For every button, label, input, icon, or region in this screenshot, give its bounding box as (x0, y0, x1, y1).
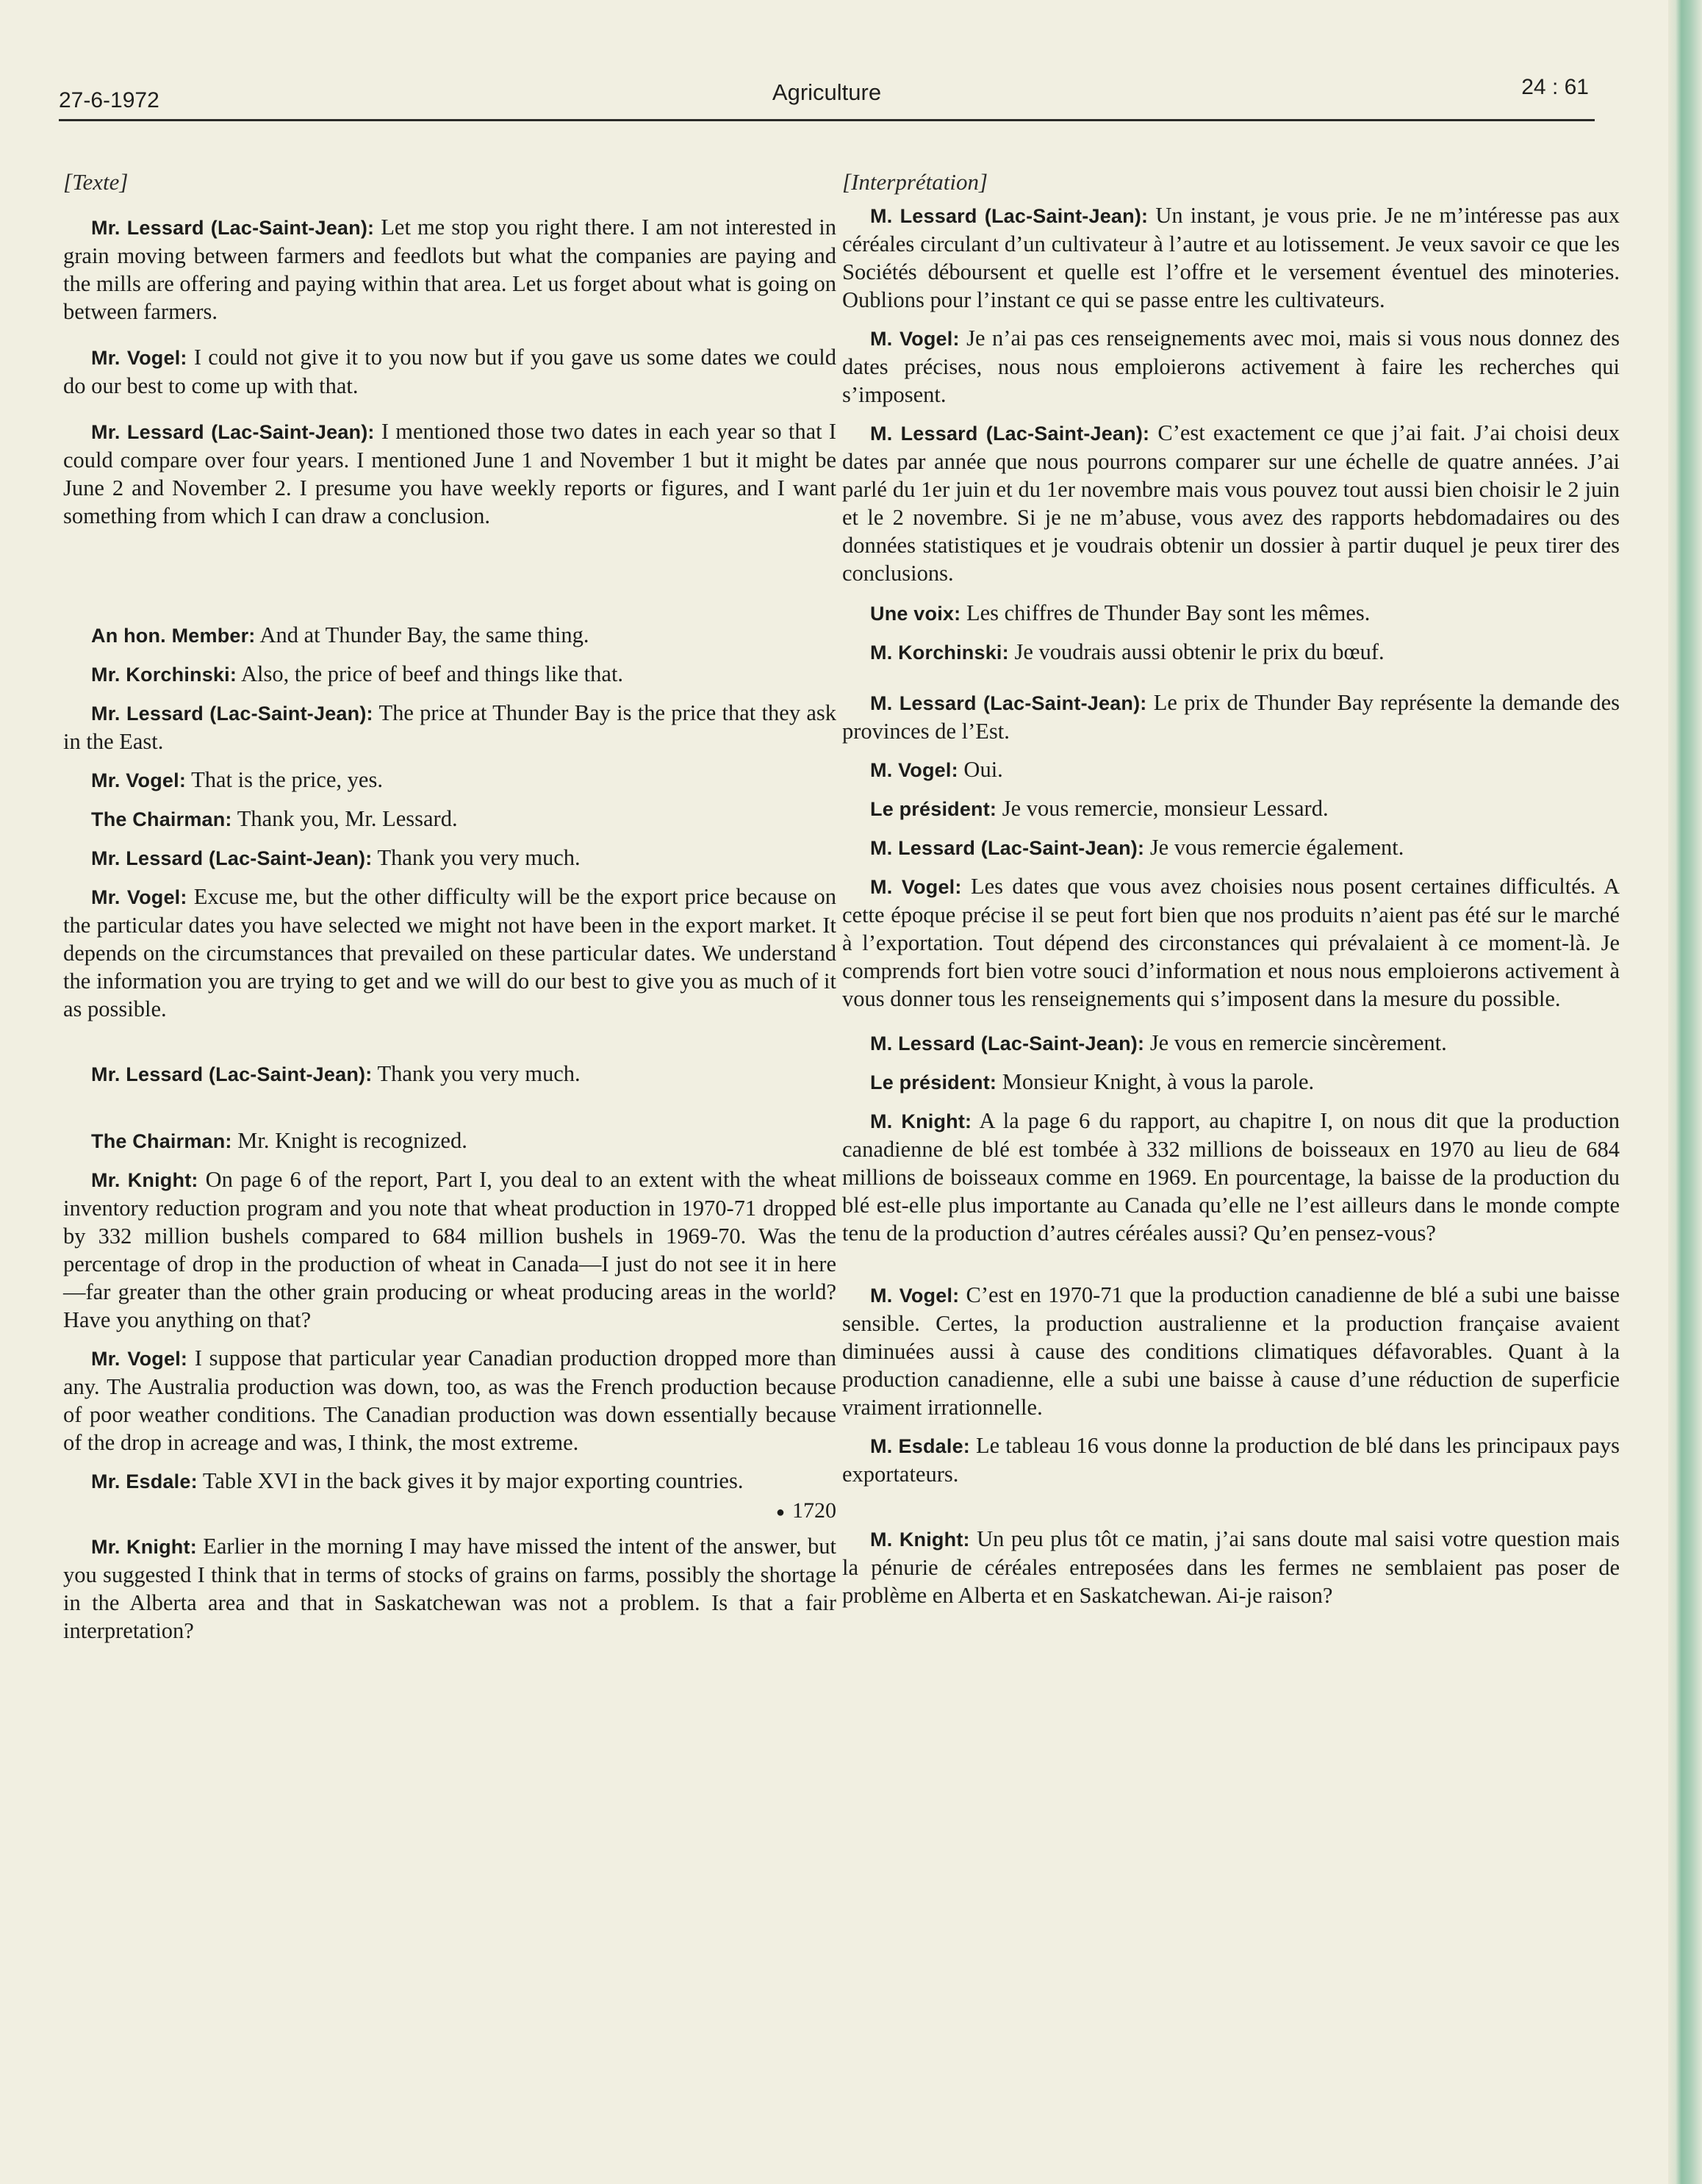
section-label-interpretation: [Interprétation] (842, 169, 988, 195)
speaker-name: M. Vogel: (870, 876, 962, 898)
page-header (59, 72, 1595, 121)
time-marker (63, 1498, 836, 1523)
transcript-paragraph (63, 699, 836, 755)
transcript-paragraph (842, 1281, 1620, 1421)
transcript-paragraph (842, 324, 1620, 409)
speech-text: Monsieur Knight, à vous la parole. (997, 1069, 1315, 1094)
left-column-english (63, 169, 836, 1655)
transcript-paragraph (842, 833, 1620, 862)
transcript-paragraph (842, 419, 1620, 587)
speaker-name: Mr. Vogel: (91, 347, 187, 369)
speech-text: That is the price, yes. (186, 767, 383, 792)
speech-text: Let me stop you right there. I am not interested in grain moving between farmers and feedlots but what the companies are paying and the mills are offering and paying within that area. Let us forget about what is going on between farmers. (63, 215, 837, 324)
speaker-name: Le président: (870, 1071, 997, 1093)
speaker-name: M. Lessard (Lac-Saint-Jean): (870, 205, 1149, 227)
speech-text: Je vous remercie également. (1144, 835, 1404, 860)
transcript-paragraph (842, 794, 1620, 823)
speech-text: Je voudrais aussi obtenir le prix du bœuf. (1008, 639, 1385, 664)
speech-text: Le tableau 16 vous donne la production de blé dans les principaux pays exportateurs. (842, 1433, 1620, 1487)
right-column-french (842, 169, 1620, 1620)
speech-text: A la page 6 du rapport, au chapitre I, on nous dit que la production canadienne de blé est tombée à 332 millions de boisseaux en 1970 au lieu de 684 millions de boisseaux comme en 1969. En pourcentage, la baisse de la production du blé est-elle plus importante au Canada qu’elle ne l’est ailleurs dans le monde compte tenu de la production d’autres céréales aussi? Qu’en pensez-vous? (842, 1108, 1620, 1246)
speech-text: I could not give it to you now but if you gave us some dates we could do our best to come up with that. (63, 345, 836, 398)
speaker-name: M. Esdale: (870, 1435, 970, 1457)
transcript-paragraph (63, 1467, 836, 1495)
speech-text: Le prix de Thunder Bay représente la demande des provinces de l’Est. (842, 690, 1620, 744)
speech-text: I mentioned those two dates in each year so that I could compare over four years. I mentioned June 1 and November 1 but it might be June 2 and November 2. I presume you have weekly reports or figures, and I want something from which I can draw a conclusion. (63, 419, 836, 528)
speaker-name: Mr. Lessard (Lac-Saint-Jean): (91, 1063, 373, 1085)
page-binding-edge (1668, 0, 1702, 2184)
speech-text: And at Thunder Bay, the same thing. (255, 622, 589, 647)
speaker-name: Mr. Lessard (Lac-Saint-Jean): (91, 421, 375, 443)
speaker-name: M. Lessard (Lac-Saint-Jean): (870, 1032, 1145, 1055)
transcript-paragraph (842, 638, 1620, 667)
speaker-name: Une voix: (870, 603, 961, 625)
speech-text: Mr. Knight is recognized. (231, 1128, 467, 1153)
speech-text: Je vous remercie, monsieur Lessard. (997, 796, 1329, 821)
section-label-texte: [Texte] (63, 169, 129, 195)
transcript-paragraph (63, 883, 836, 1023)
transcript-paragraph (842, 872, 1620, 1013)
transcript-paragraph (63, 1127, 836, 1155)
speech-text: Je n’ai pas ces renseignements avec moi, mais si vous nous donnez des dates précises, nous nous emploierons activement à faire les recherches qui s’imposent. (842, 326, 1620, 407)
speaker-name: Mr. Vogel: (91, 886, 187, 908)
transcript-paragraph (63, 805, 836, 833)
speaker-name: Mr. Vogel: (91, 1348, 188, 1370)
transcript-paragraph (63, 1060, 836, 1088)
transcript-paragraph (842, 1068, 1620, 1096)
transcript-paragraph (63, 621, 836, 650)
speaker-name: Mr. Vogel: (91, 769, 187, 791)
speech-text: I suppose that particular year Canadian production dropped more than any. The Australia production was down, too, as was the French production because of poor weather conditions. The Canadian production was down essentially because of the drop in acreage and was, I think, the most extreme. (63, 1346, 836, 1455)
speaker-name: M. Vogel: (870, 328, 960, 350)
speaker-name: M. Lessard (Lac-Saint-Jean): (870, 423, 1150, 445)
transcript-paragraph (842, 599, 1620, 628)
header-page-number: 24 : 61 (1521, 75, 1589, 99)
time-marker-value: 1720 (792, 1498, 836, 1523)
speaker-name: Mr. Lessard (Lac-Saint-Jean): (91, 703, 373, 725)
bullet-icon: ● (775, 1504, 785, 1520)
speech-text: The price at Thunder Bay is the price that they ask in the East. (63, 700, 836, 754)
speaker-name: An hon. Member: (91, 625, 256, 647)
transcript-paragraph (842, 1432, 1620, 1488)
transcript-paragraph (842, 689, 1620, 745)
speech-text: Un instant, je vous prie. Je ne m’intéresse pas aux céréales circulant d’un cultivateur à l’autre et au lotissement. Je veux savoir ce que les Sociétés déboursent et quelle est l’offre et le versement éventuel des minoteries. Oublions pour l’instant ce qui se passe entre les cultivateurs. (842, 203, 1620, 312)
speaker-name: M. Lessard (Lac-Saint-Jean): (870, 837, 1145, 859)
speaker-name: M. Korchinski: (870, 642, 1009, 664)
speech-text: C’est en 1970-71 que la production canadienne de blé a subi une baisse sensible. Certes, la production australienne et la production française avaient diminuées aussi à cause des conditions climatiques défavorables. Quant à la production canadienne, elle a subi une baisse à cause d’une réduction de superficie vraiment irrationnelle. (842, 1282, 1620, 1420)
transcript-paragraph (842, 1525, 1620, 1609)
transcript-paragraph (63, 1165, 836, 1334)
speaker-name: M. Vogel: (870, 1285, 960, 1307)
transcript-paragraph (63, 1344, 836, 1456)
speaker-name: Le président: (870, 798, 997, 820)
speech-text: C’est exactement ce que j’ai fait. J’ai choisi deux dates par année que nous pourrons comparer sur une échelle de quatre années. J’ai parlé du 1er juin et du 1er novembre mais vous pouvez tout aussi bien choisir le 2 juin et le 2 novembre. Si je ne m’abuse, vous avez des rapports hebdomadaires ou des données statistiques et je voudrais obtenir un dossier à partir duquel je peux tirer des conclusions. (842, 420, 1620, 586)
transcript-paragraph (842, 755, 1620, 784)
transcript-paragraph (63, 660, 836, 689)
speech-text: Also, the price of beef and things like that. (237, 661, 624, 686)
transcript-paragraph (63, 766, 836, 794)
speech-text: Thank you, Mr. Lessard. (231, 806, 458, 831)
speaker-name: Mr. Knight: (91, 1536, 197, 1558)
transcript-paragraph (842, 1107, 1620, 1247)
speech-text: Je vous en remercie sincèrement. (1144, 1030, 1447, 1055)
transcript-paragraph (63, 1532, 836, 1645)
speech-text: Les dates que vous avez choisies nous posent certaines difficultés. A cette époque précise il se peut fort bien que nos produits n’aient pas été sur le marché à l’exportation. Tout dépend des circonstances qui prévalaient à ce moment-là. Je comprends fort bien votre souci d’information et nous nous emploierons activement à vous donner tous les renseignements qui s’imposent dans la mesure du possible. (842, 874, 1620, 1011)
transcript-paragraph (63, 844, 836, 872)
transcript-paragraph (842, 201, 1620, 314)
speech-text: Table XVI in the back gives it by major exporting countries. (197, 1468, 744, 1493)
speaker-name: M. Knight: (870, 1529, 970, 1551)
speech-text: Thank you very much. (372, 845, 581, 870)
speaker-name: Mr. Esdale: (91, 1470, 198, 1492)
speaker-name: The Chairman: (91, 808, 232, 830)
speaker-name: Mr. Knight: (91, 1169, 198, 1191)
speech-text: Un peu plus tôt ce matin, j’ai sans doute mal saisi votre question mais la pénurie de céréales entreposées dans les fermes ne semblaient pas poser de problème en Alberta et en Saskatchewan. Ai-je raison? (842, 1526, 1620, 1608)
speaker-name: The Chairman: (91, 1130, 232, 1152)
speech-text: Thank you very much. (372, 1061, 581, 1086)
speaker-name: M. Knight: (870, 1110, 972, 1132)
speech-text: Les chiffres de Thunder Bay sont les mêmes. (960, 600, 1371, 625)
speech-text: Earlier in the morning I may have missed the intent of the answer, but you suggested I think that in terms of stocks of grains on farms, possibly the shortage in the Alberta area and that in Saskatchewan was not a problem. Is that a fair interpretation? (63, 1534, 836, 1643)
transcript-paragraph (63, 417, 836, 530)
header-title: Agriculture (772, 79, 882, 105)
transcript-paragraph (842, 1029, 1620, 1057)
speech-text: Excuse me, but the other difficulty will be the export price because on the particular dates you have selected we might not have been in the export market. It depends on the circumstances that prevailed on these particular dates. We understand the information you are trying to get and we will do our best to give you as much of it as possible. (63, 884, 836, 1021)
header-date: 27-6-1972 (59, 88, 159, 112)
speech-text: On page 6 of the report, Part I, you deal to an extent with the wheat inventory reduction program and you note that wheat production in 1970-71 dropped by 332 million bushels compared to 684 million bushels in 1969-70. Was the percentage of drop in the production of wheat in Canada—I just do not see it in here—far greater than the other grain producing or wheat producing areas in the world? Have you anything on that? (63, 1167, 836, 1332)
speaker-name: M. Lessard (Lac-Saint-Jean): (870, 692, 1147, 714)
speaker-name: Mr. Lessard (Lac-Saint-Jean): (91, 847, 373, 869)
speaker-name: Mr. Lessard (Lac-Saint-Jean): (91, 217, 375, 239)
transcript-paragraph (63, 213, 836, 326)
speaker-name: M. Vogel: (870, 759, 958, 781)
transcript-paragraph (63, 343, 836, 400)
speaker-name: Mr. Korchinski: (91, 664, 237, 686)
speech-text: Oui. (958, 757, 1003, 782)
